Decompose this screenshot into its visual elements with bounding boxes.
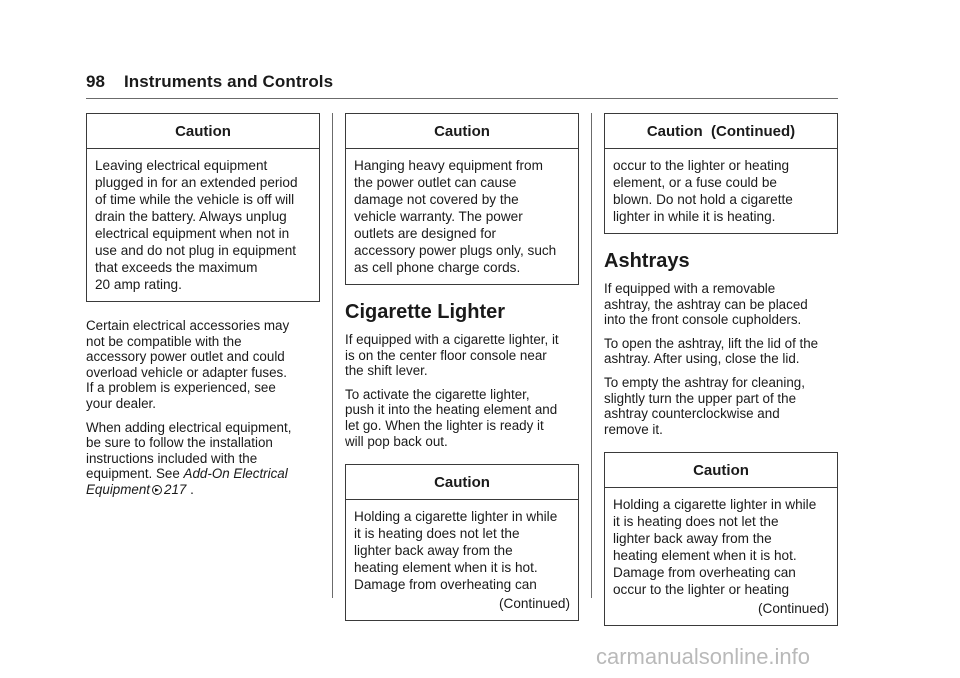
text-line: ashtray, the ashtray can be placed: [604, 296, 808, 312]
column-divider-2: [591, 113, 592, 598]
continued-label: (Continued): [757, 601, 829, 617]
caution-line: Holding a cigarette lighter in while: [354, 509, 558, 525]
text-line: will pop back out.: [345, 433, 448, 449]
caution-line: drain the battery. Always unplug: [95, 209, 287, 224]
caution-title: Caution (Continued): [605, 114, 837, 149]
caution-title: Caution: [346, 465, 578, 500]
section-heading: Cigarette Lighter: [345, 301, 506, 323]
caution-line: that exceeds the maximum: [95, 260, 258, 275]
caution-box: [345, 113, 579, 285]
caution-line: occur to the lighter or heating: [613, 582, 790, 598]
paragraph: [604, 375, 838, 437]
caution-line: heating element when it is hot.: [613, 548, 797, 564]
page-header: [86, 72, 333, 92]
cross-reference-link[interactable]: Add-On Electrical: [183, 466, 288, 482]
caution-body: [87, 149, 319, 301]
caution-box: [604, 113, 838, 234]
page-reference-icon: [152, 485, 162, 495]
section-heading: Ashtrays: [604, 250, 690, 272]
caution-line: Leaving electrical equipment: [95, 158, 268, 173]
caution-line: accessory power plugs only, such: [354, 243, 557, 258]
text-line: not be compatible with the: [86, 333, 242, 349]
caution-line: Damage from overheating can: [613, 565, 796, 581]
caution-title: Caution: [605, 453, 837, 488]
caution-line: occur to the lighter or heating: [613, 158, 790, 173]
text-line: ashtray counterclockwise and: [604, 406, 780, 422]
caution-line: damage not covered by the: [354, 192, 519, 207]
text-line: When adding electrical equipment,: [86, 419, 292, 435]
text-line: Certain electrical accessories may: [86, 318, 290, 333]
column-1: [86, 113, 320, 498]
paragraph: [86, 318, 320, 412]
text-line: If a problem is experienced, see: [86, 380, 276, 396]
column-3: [604, 113, 838, 626]
caution-title: Caution: [87, 114, 319, 149]
paragraph: [345, 332, 579, 379]
caution-box: [345, 464, 579, 621]
caution-line: Hanging heavy equipment from: [354, 158, 543, 173]
text-line: let go. When the lighter is ready it: [345, 417, 544, 433]
caution-line: Holding a cigarette lighter in while: [613, 497, 817, 513]
caution-box: [604, 452, 838, 626]
text-line: overload vehicle or adapter fuses.: [86, 364, 287, 380]
watermark: carmanualsonline.info: [596, 644, 811, 669]
caution-line: heating element when it is hot.: [354, 560, 538, 576]
text-line: push it into the heating element and: [345, 402, 558, 418]
text-line: instructions included with the: [86, 450, 258, 466]
caution-line: lighter back away from the: [354, 543, 513, 559]
text-line: To activate the cigarette lighter,: [345, 386, 530, 402]
caution-line: plugged in for an extended period: [95, 175, 298, 190]
caution-line: use and do not plug in equipment: [95, 243, 297, 258]
caution-title: Caution: [346, 114, 578, 149]
paragraph: [604, 336, 838, 367]
page-number: 98: [86, 72, 106, 91]
text-line: To empty the ashtray for cleaning,: [604, 374, 805, 390]
paragraph: [604, 281, 838, 328]
caution-line: electrical equipment when not in: [95, 226, 290, 241]
paragraph: [345, 387, 579, 449]
caution-body: [346, 149, 578, 284]
text-line: the shift lever.: [345, 363, 428, 379]
text-line: ashtray. After using, close the lid.: [604, 351, 800, 367]
caution-body: [346, 500, 578, 620]
caution-body: [605, 149, 837, 233]
text-span: equipment. See: [86, 466, 184, 482]
text-line: To open the ashtray, lift the lid of the: [604, 335, 819, 351]
text-line: your dealer.: [86, 395, 156, 411]
header-rule: [86, 98, 838, 99]
caution-line: element, or a fuse could be: [613, 175, 777, 190]
section-title: Instruments and Controls: [123, 72, 334, 91]
caution-line: Damage from overheating can: [354, 577, 537, 593]
text-line: into the front console cupholders.: [604, 312, 802, 328]
caution-line: as cell phone charge cords.: [354, 260, 521, 275]
caution-line: lighter in while it is heating.: [613, 209, 776, 224]
text-line: If equipped with a removable: [604, 281, 776, 296]
caution-line: of time while the vehicle is off will: [95, 192, 295, 207]
caution-body: [605, 488, 837, 625]
text-line: [86, 466, 320, 482]
text-span: .: [186, 481, 194, 497]
column-2: [345, 113, 579, 621]
caution-line: blown. Do not hold a cigarette: [613, 192, 793, 207]
text-line: be sure to follow the installation: [86, 435, 273, 451]
caution-box: [86, 113, 320, 302]
caution-line: the power outlet can cause: [354, 175, 517, 190]
caution-line: 20 amp rating.: [95, 277, 182, 292]
caution-line: vehicle warranty. The power: [354, 209, 523, 224]
text-line: slightly turn the upper part of the: [604, 390, 797, 406]
caution-line: it is heating does not let the: [613, 514, 779, 530]
caution-line: lighter back away from the: [613, 531, 772, 547]
column-divider-1: [332, 113, 333, 598]
text-line: accessory power outlet and could: [86, 349, 285, 365]
text-line: [86, 482, 320, 498]
page-reference-number[interactable]: 217: [164, 481, 187, 497]
text-line: remove it.: [604, 421, 663, 437]
cross-reference-link[interactable]: Equipment: [86, 481, 151, 497]
paragraph: [86, 420, 320, 498]
caution-line: outlets are designed for: [354, 226, 497, 241]
text-line: is on the center floor console near: [345, 347, 547, 363]
caution-line: it is heating does not let the: [354, 526, 520, 542]
text-line: If equipped with a cigarette lighter, it: [345, 332, 559, 347]
continued-label: (Continued): [498, 596, 570, 612]
